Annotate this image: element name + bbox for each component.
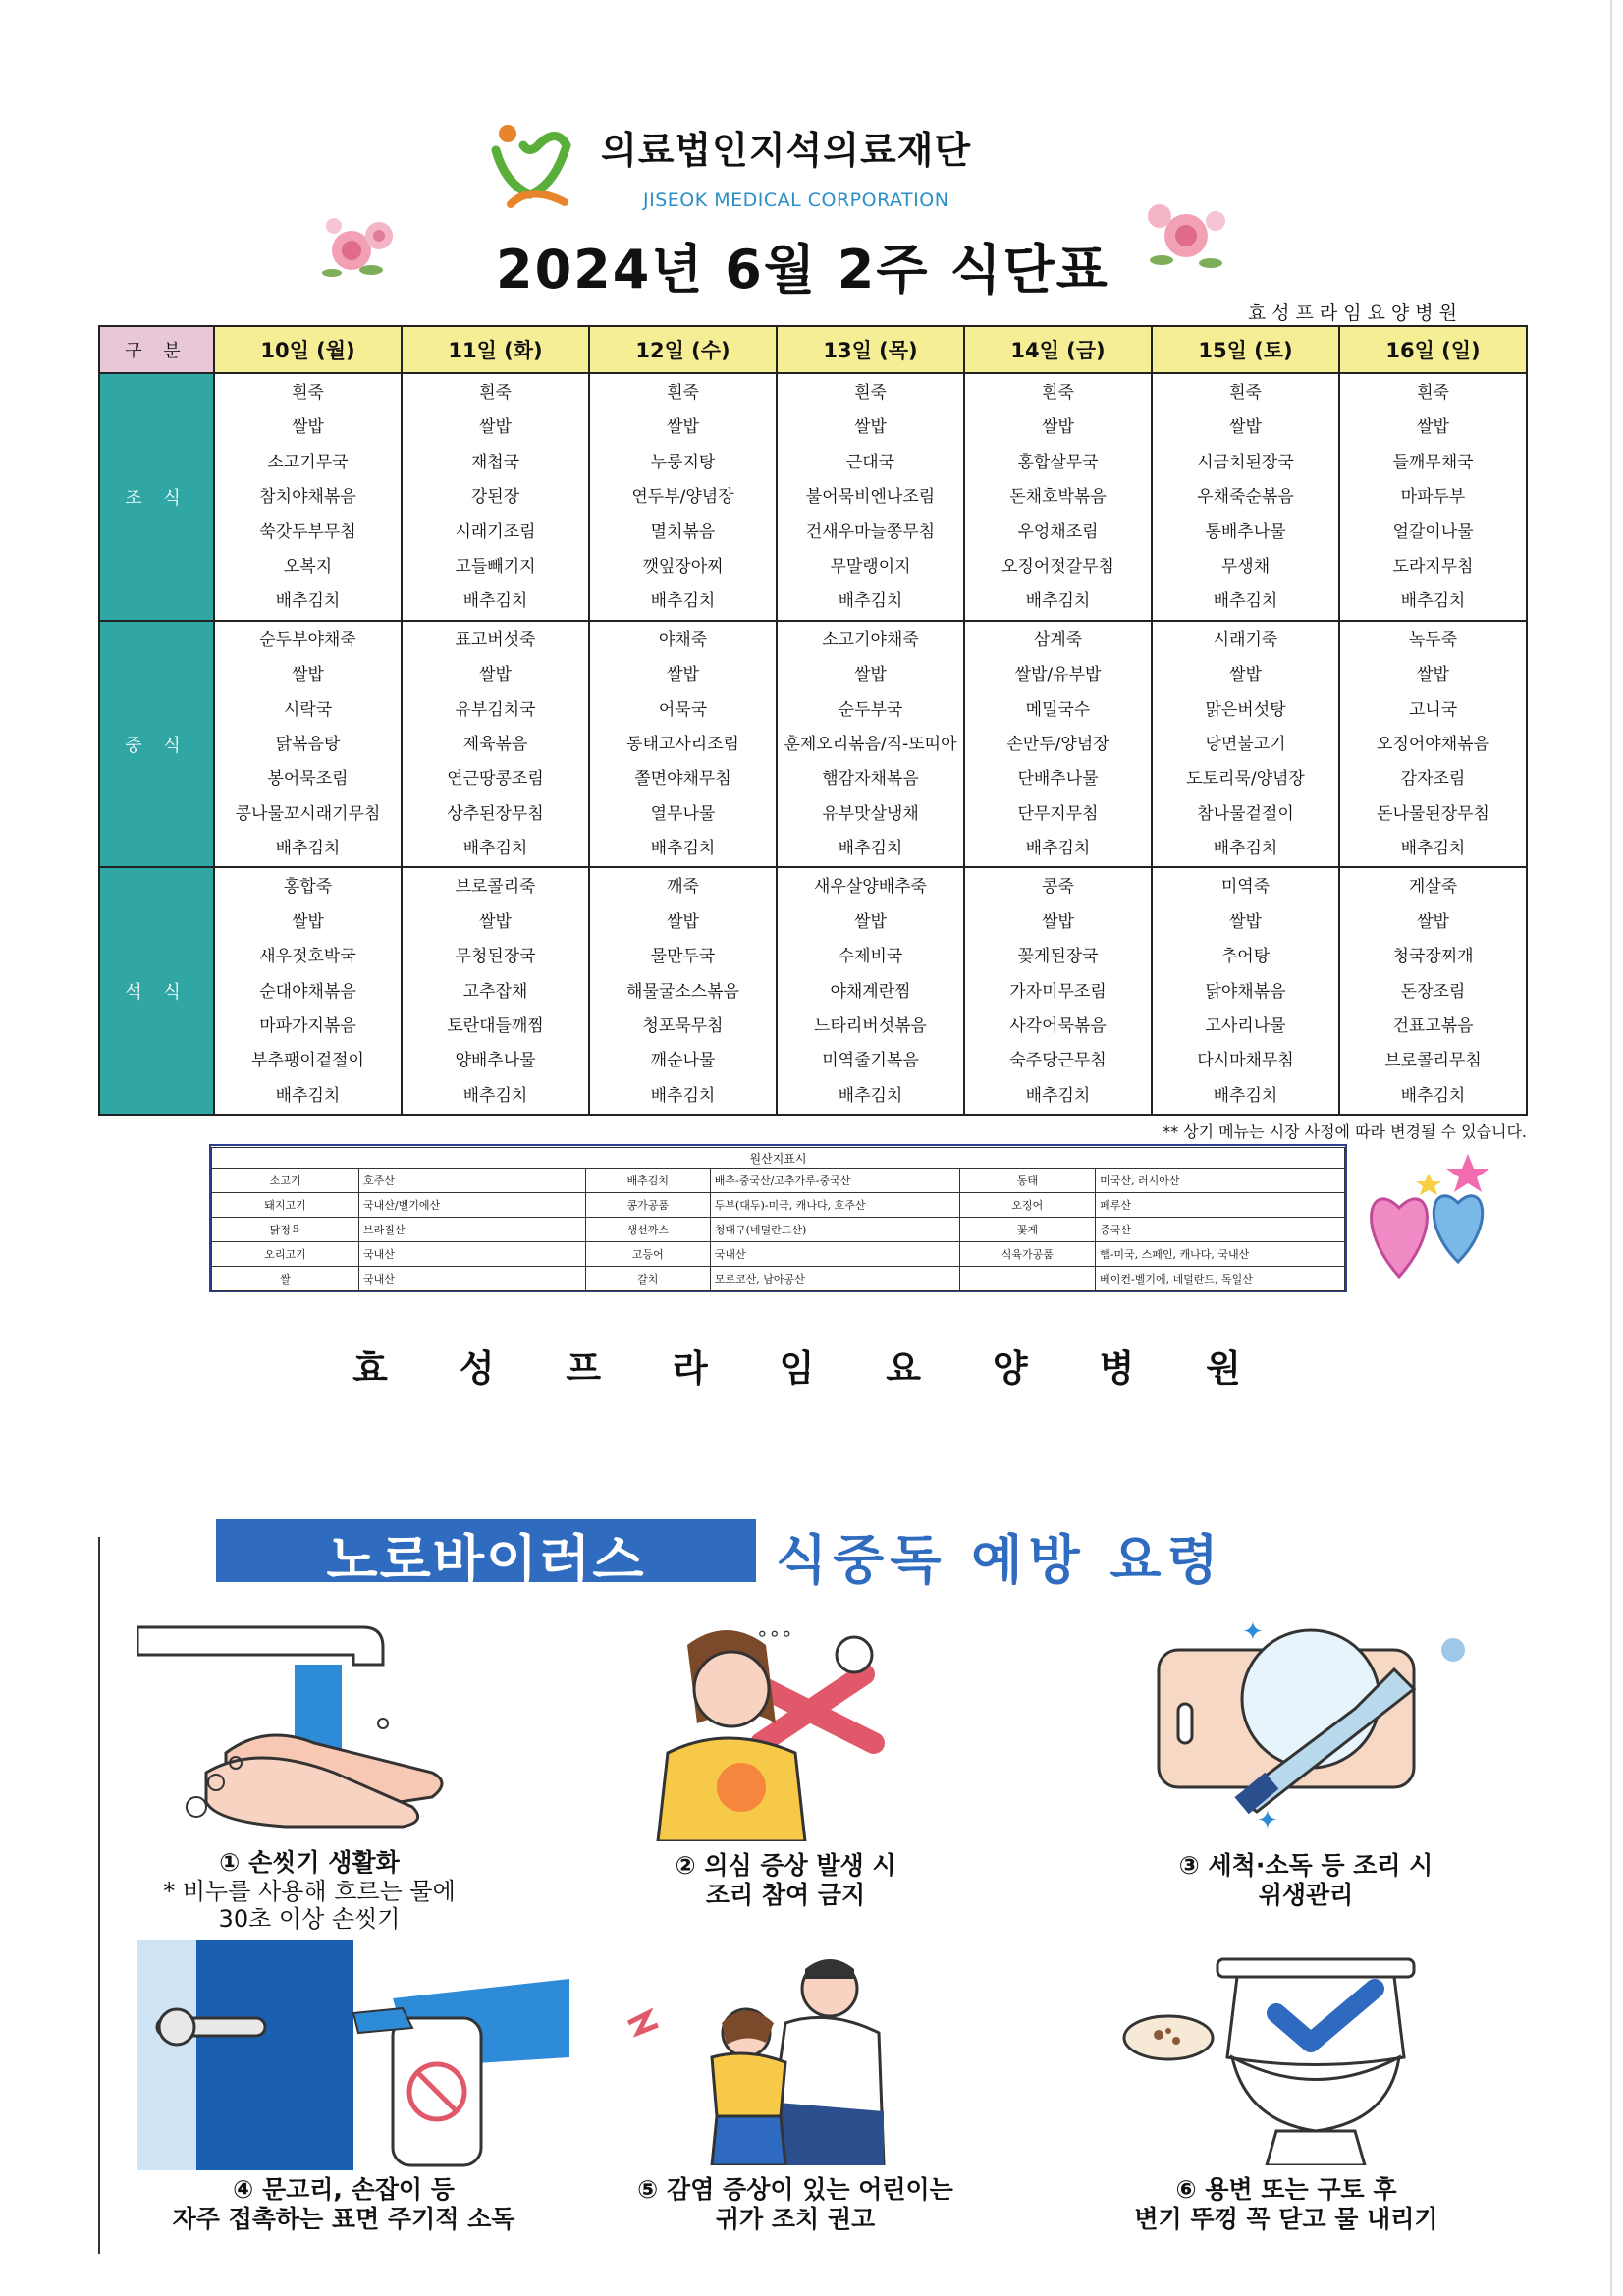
menu-item: 멸치볶음 [650,521,716,542]
menu-item: 배추김치 [1400,591,1466,612]
menu-item: 새우젓호박국 [259,947,356,967]
menu-item: 청포묵무침 [642,1016,724,1037]
origin-source: 국내산/벨기에산 [359,1193,586,1218]
hospital-name: 효성프라임요양병원 [1247,302,1463,324]
menu-item: 삼계죽 [1033,629,1083,650]
menu-item: 배추김치 [650,591,716,612]
menu-item: 꽃게된장국 [1017,947,1099,967]
menu-item: 쌀밥 [854,911,887,932]
tip-3-title: 위생관리 [1258,1881,1354,1909]
menu-item: 쌀밥 [1417,911,1449,932]
origin-row [212,1242,1345,1267]
menu-item: 깨순나물 [650,1051,716,1071]
menu-item: 배추김치 [650,1085,716,1106]
menu-item: 단무지무침 [1017,803,1099,824]
menu-item: 콩나물꼬시래기무침 [235,803,381,824]
tip-6-title: 변기 뚜껑 꼭 닫고 물 내리기 [1134,2205,1438,2233]
day-header: 10일 (월) [214,326,402,373]
origin-item: 쌀 [212,1267,359,1291]
menu-item: 햄감자채볶음 [822,769,919,790]
menu-item: 배추김치 [650,839,716,859]
origin-item: 동태 [959,1169,1095,1193]
menu-item: 오징어야채볶음 [1377,734,1489,754]
menu-item: 봉어묵조림 [267,769,349,790]
noro-subtitle: 식중독 예방 요령 [776,1529,1224,1591]
meal-row [99,867,1527,1115]
menu-item: 쌀밥 [667,911,699,932]
origin-table [211,1147,1345,1291]
meal-label: 조 식 [99,373,214,621]
menu-item: 사각어묵볶음 [1009,1016,1107,1037]
origin-source: 국내산 [359,1242,586,1267]
menu-item: 도라지무침 [1392,556,1474,576]
tip-4-title: ④ 문고리, 손잡이 등 [233,2175,455,2204]
corner-label: 구 분 [99,326,214,373]
menu-item: 무말랭이지 [830,556,911,576]
menu-item: 돈나물된장무침 [1377,803,1489,824]
menu-item: 야채계란찜 [830,981,911,1002]
divider [1610,0,1612,2296]
menu-item: 배추김치 [1213,839,1278,859]
menu-item: 쌀밥 [292,665,324,685]
menu-item: 근대국 [845,452,895,472]
sick-child-icon [628,1615,952,1841]
menu-item: 부추팽이겉절이 [251,1051,364,1071]
menu-item: 물만두국 [650,947,716,967]
menu-item: 배추김치 [275,839,341,859]
menu-item: 돈장조림 [1400,981,1466,1002]
menu-item: 상추된장무침 [447,803,544,824]
menu-item: 제육볶음 [462,734,528,754]
menu-item: 미역줄기볶음 [822,1051,919,1071]
origin-source: 호주산 [359,1169,586,1193]
menu-item: 쌀밥 [292,911,324,932]
menu-item: 시래기조림 [455,521,536,542]
meal-row [99,373,1527,621]
menu-item: 쌀밥 [479,665,512,685]
origin-item: 소고기 [212,1169,359,1193]
menu-item: 배추김치 [838,1085,903,1106]
menu-item: 쌀밥 [1229,911,1262,932]
menu-cell [589,867,777,1115]
origin-source: 배추-중국산/고추가루-중국산 [710,1169,959,1193]
menu-item: 쌀밥 [292,417,324,438]
tip-1-title: ① 손씻기 생활화 [219,1848,400,1877]
menu-cell [1339,373,1527,621]
toilet-icon [1119,1954,1453,2165]
menu-item: 감자조림 [1400,769,1466,790]
divider [98,1537,100,2254]
tip-6-title: ⑥ 용변 또는 구토 후 [1175,2175,1397,2204]
menu-cell [1152,373,1339,621]
menu-item: 흰죽 [479,383,512,403]
origin-row [212,1218,1345,1242]
menu-item: 청국장찌개 [1392,947,1474,967]
origin-row [212,1193,1345,1218]
menu-item: 재첩국 [470,452,520,472]
menu-item: 배추김치 [1025,1085,1091,1106]
origin-item: 오징어 [959,1193,1095,1218]
menu-item: 도토리묵/양념장 [1186,769,1305,790]
hearts-decoration-icon [1360,1149,1507,1306]
menu-item: 배추김치 [462,1085,528,1106]
menu-item: 참치야채볶음 [259,487,356,508]
menu-item: 쌀밥 [667,417,699,438]
menu-item: 고니국 [1408,699,1458,720]
door-disinfection-icon [118,1940,569,2170]
day-header: 16일 (일) [1339,326,1527,373]
menu-item: 양배추나물 [455,1051,536,1071]
menu-item: 다시마채무침 [1197,1051,1294,1071]
flower-decoration-icon [1132,177,1240,285]
tip-2-title: 조리 참여 금지 [705,1881,866,1909]
menu-item: 건새우마늘쫑무침 [805,521,936,542]
menu-item: 쌀밥 [854,665,887,685]
tip-5-title: 귀가 조치 권고 [715,2205,876,2233]
menu-item: 건표고볶음 [1392,1016,1474,1037]
origin-item: 갈치 [585,1267,710,1291]
menu-item: 배추김치 [462,839,528,859]
menu-item: 쌀밥 [1042,417,1074,438]
menu-cell [777,867,964,1115]
menu-item: 열무나물 [650,803,716,824]
day-header: 13일 (목) [777,326,964,373]
menu-item: 가자미무조림 [1009,981,1107,1002]
tip-1-note: 30초 이상 손씻기 [218,1905,401,1933]
menu-item: 쌀밥 [667,665,699,685]
menu-item: 쑥갓두부무침 [259,521,356,542]
origin-source: 국내산 [359,1267,586,1291]
menu-cell [964,621,1152,868]
menu-item: 고추잡채 [462,981,528,1002]
menu-item: 들깨무채국 [1392,452,1474,472]
menu-cell [1152,867,1339,1115]
menu-table [98,325,1528,1116]
menu-item: 야채죽 [658,629,708,650]
svg-text:✦: ✦ [1257,1806,1278,1831]
menu-item: 해물굴소스볶음 [626,981,739,1002]
menu-item: 배추김치 [1400,1085,1466,1106]
menu-item: 배추김치 [1025,839,1091,859]
menu-item: 무생채 [1220,556,1271,576]
menu-cell [589,373,777,621]
menu-item: 표고버섯죽 [455,629,536,650]
menu-item: 참나물겉절이 [1197,803,1294,824]
menu-item: 배추김치 [1025,591,1091,612]
origin-caption: 원산지표시 [212,1148,1345,1169]
menu-item: 쌀밥 [1417,417,1449,438]
origin-source: 두부(대두)-미국, 캐나다, 호주산 [710,1193,959,1218]
svg-text:✦: ✦ [1242,1617,1264,1647]
origin-item: 고등어 [585,1242,710,1267]
meal-label: 석 식 [99,867,214,1115]
page-title: 2024년 6월 2주 식단표 [496,239,1109,301]
origin-source: 국내산 [710,1242,959,1267]
menu-item: 강된장 [470,487,520,508]
menu-item: 우채죽순볶음 [1197,487,1294,508]
menu-item: 시락국 [283,699,333,720]
menu-item: 오징어젓갈무침 [1001,556,1114,576]
meal-label: 중 식 [99,621,214,868]
noro-title: 노로바이러스 [326,1529,646,1591]
origin-item: 콩가공품 [585,1193,710,1218]
menu-cell [402,373,589,621]
menu-cell [964,867,1152,1115]
day-header: 11일 (화) [402,326,589,373]
origin-item: 닭정육 [212,1218,359,1242]
menu-item: 배추김치 [838,591,903,612]
menu-item: 마파두부 [1400,487,1466,508]
menu-item: 닭야채볶음 [1205,981,1286,1002]
menu-cell [777,373,964,621]
day-header: 14일 (금) [964,326,1152,373]
menu-item: 쌀밥/유부밥 [1014,665,1102,685]
origin-source: 청대구(네덜란드산) [710,1218,959,1242]
menu-item: 소고기무국 [267,452,349,472]
menu-item: 단배추나물 [1017,769,1099,790]
menu-cell [964,373,1152,621]
tip-4-title: 자주 접촉하는 표면 주기적 소독 [172,2205,515,2233]
menu-cell [1339,867,1527,1115]
origin-source: 브라질산 [359,1218,586,1242]
menu-item: 쫄면야채무침 [634,769,731,790]
menu-item: 홍합살무국 [1017,452,1099,472]
menu-item: 추어탕 [1220,947,1271,967]
menu-item: 흰죽 [1042,383,1074,403]
menu-item: 쌀밥 [1229,665,1262,685]
menu-item: 배추김치 [462,591,528,612]
menu-item: 무청된장국 [455,947,536,967]
origin-item: 식육가공품 [959,1242,1095,1267]
menu-item: 흰죽 [292,383,324,403]
menu-item: 마파가지볶음 [259,1016,356,1037]
menu-item: 깨죽 [667,877,699,898]
menu-item: 토란대들깨찜 [447,1016,544,1037]
menu-cell [402,867,589,1115]
menu-item: 흰죽 [854,383,887,403]
origin-item: 꽃게 [959,1218,1095,1242]
menu-cell [214,373,402,621]
menu-item: 배추김치 [1213,1085,1278,1106]
child-care-icon [619,1954,962,2165]
menu-item: 배추김치 [1213,591,1278,612]
origin-source: 페루산 [1096,1193,1345,1218]
menu-item: 우엉채조림 [1017,521,1099,542]
menu-item: 유부맛살냉채 [822,803,919,824]
origin-item: 생선까스 [585,1218,710,1242]
menu-note: ** 상기 메뉴는 시장 사정에 따라 변경될 수 있습니다. [1163,1122,1527,1141]
meal-row [99,621,1527,868]
menu-item: 배추김치 [838,839,903,859]
menu-item: 쌀밥 [479,911,512,932]
menu-item: 쌀밥 [1417,665,1449,685]
menu-item: 소고기야채죽 [822,629,919,650]
tip-5-title: ⑤ 감염 증상이 있는 어린이는 [637,2175,953,2204]
handwashing-icon [137,1625,461,1836]
menu-item: 통배추나물 [1205,521,1286,542]
menu-item: 브로콜리죽 [455,877,536,898]
menu-item: 연근땅콩조림 [447,769,544,790]
menu-item: 메밀국수 [1025,699,1091,720]
menu-item: 당면불고기 [1205,734,1286,754]
menu-item: 누룽지탕 [650,452,716,472]
origin-source: 중국산 [1096,1218,1345,1242]
tip-2-title: ② 의심 증상 발생 시 [675,1851,896,1880]
origin-row [212,1267,1345,1291]
menu-item: 브로콜리무침 [1384,1051,1482,1071]
menu-item: 훈제오리볶음/직-또띠아 [784,734,957,754]
origin-source: 베이컨-벨기에, 네덜란드, 독일산 [1096,1267,1345,1291]
menu-header-row [99,326,1527,373]
menu-item: 순두부야채죽 [259,629,356,650]
menu-item: 오복지 [283,556,333,576]
menu-cell [777,621,964,868]
tip-3-title: ③ 세척·소독 등 조리 시 [1178,1851,1434,1880]
origin-source: 미국산, 러시아산 [1096,1169,1345,1193]
menu-item: 쌀밥 [1042,911,1074,932]
origin-item [959,1267,1095,1291]
menu-cell [214,867,402,1115]
menu-item: 얼갈이나물 [1392,521,1474,542]
org-name-en: JISEOK MEDICAL CORPORATION [643,190,949,211]
menu-item: 배추김치 [275,1085,341,1106]
menu-item: 쌀밥 [854,417,887,438]
menu-item: 쌀밥 [1229,417,1262,438]
menu-item: 쌀밥 [479,417,512,438]
menu-item: 새우살양배추죽 [814,877,927,898]
menu-item: 동태고사리조림 [626,734,739,754]
day-header: 15일 (토) [1152,326,1339,373]
origin-item: 오리고기 [212,1242,359,1267]
origin-item: 배추김치 [585,1169,710,1193]
menu-item: 녹두죽 [1408,629,1458,650]
menu-item: 고들빼기지 [455,556,536,576]
menu-item: 느타리버섯볶음 [814,1016,927,1037]
menu-item: 배추김치 [1400,839,1466,859]
menu-item: 돈채호박볶음 [1009,487,1107,508]
flower-decoration-icon [312,196,410,295]
menu-item: 홍합죽 [283,877,333,898]
menu-item: 불어묵비엔나조림 [805,487,936,508]
menu-item: 시금치된장국 [1197,452,1294,472]
menu-item: 숙주당근무침 [1009,1051,1107,1071]
menu-item: 흰죽 [667,383,699,403]
menu-item: 순두부국 [838,699,903,720]
org-name: 의료법인지석의료재단 [601,129,972,172]
menu-item: 깻잎장아찌 [642,556,724,576]
origin-source: 모로코산, 남아공산 [710,1267,959,1291]
svg-text:∘∘∘: ∘∘∘ [756,1621,793,1645]
origin-row [212,1169,1345,1193]
origin-item: 돼지고기 [212,1193,359,1218]
menu-cell [1152,621,1339,868]
menu-item: 게살죽 [1408,877,1458,898]
menu-item: 연두부/양념장 [631,487,734,508]
menu-cell [1339,621,1527,868]
menu-item: 유부김치국 [455,699,536,720]
menu-item: 흰죽 [1417,383,1449,403]
menu-cell [402,621,589,868]
menu-cell [589,621,777,868]
cutting-board-icon [1139,1611,1473,1831]
menu-item: 어묵국 [658,699,708,720]
menu-item: 고사리나물 [1205,1016,1286,1037]
menu-item: 시래기죽 [1213,629,1278,650]
menu-cell [214,621,402,868]
menu-item: 손만두/양념장 [1006,734,1109,754]
day-header: 12일 (수) [589,326,777,373]
logo-icon [486,116,574,214]
menu-item: 맑은버섯탕 [1205,699,1286,720]
origin-source: 햄-미국, 스페인, 캐나다, 국내산 [1096,1242,1345,1267]
menu-item: 콩죽 [1042,877,1074,898]
menu-item: 흰죽 [1229,383,1262,403]
menu-item: 수제비국 [838,947,903,967]
menu-item: 닭볶음탕 [275,734,341,754]
footer-hospital-name: 효 성 프 라 임 요 양 병 원 [352,1347,1271,1390]
menu-item: 순대야채볶음 [259,981,356,1002]
tip-1-note: * 비누를 사용해 흐르는 물에 [163,1878,456,1905]
menu-item: 미역죽 [1220,877,1271,898]
menu-item: 배추김치 [275,591,341,612]
